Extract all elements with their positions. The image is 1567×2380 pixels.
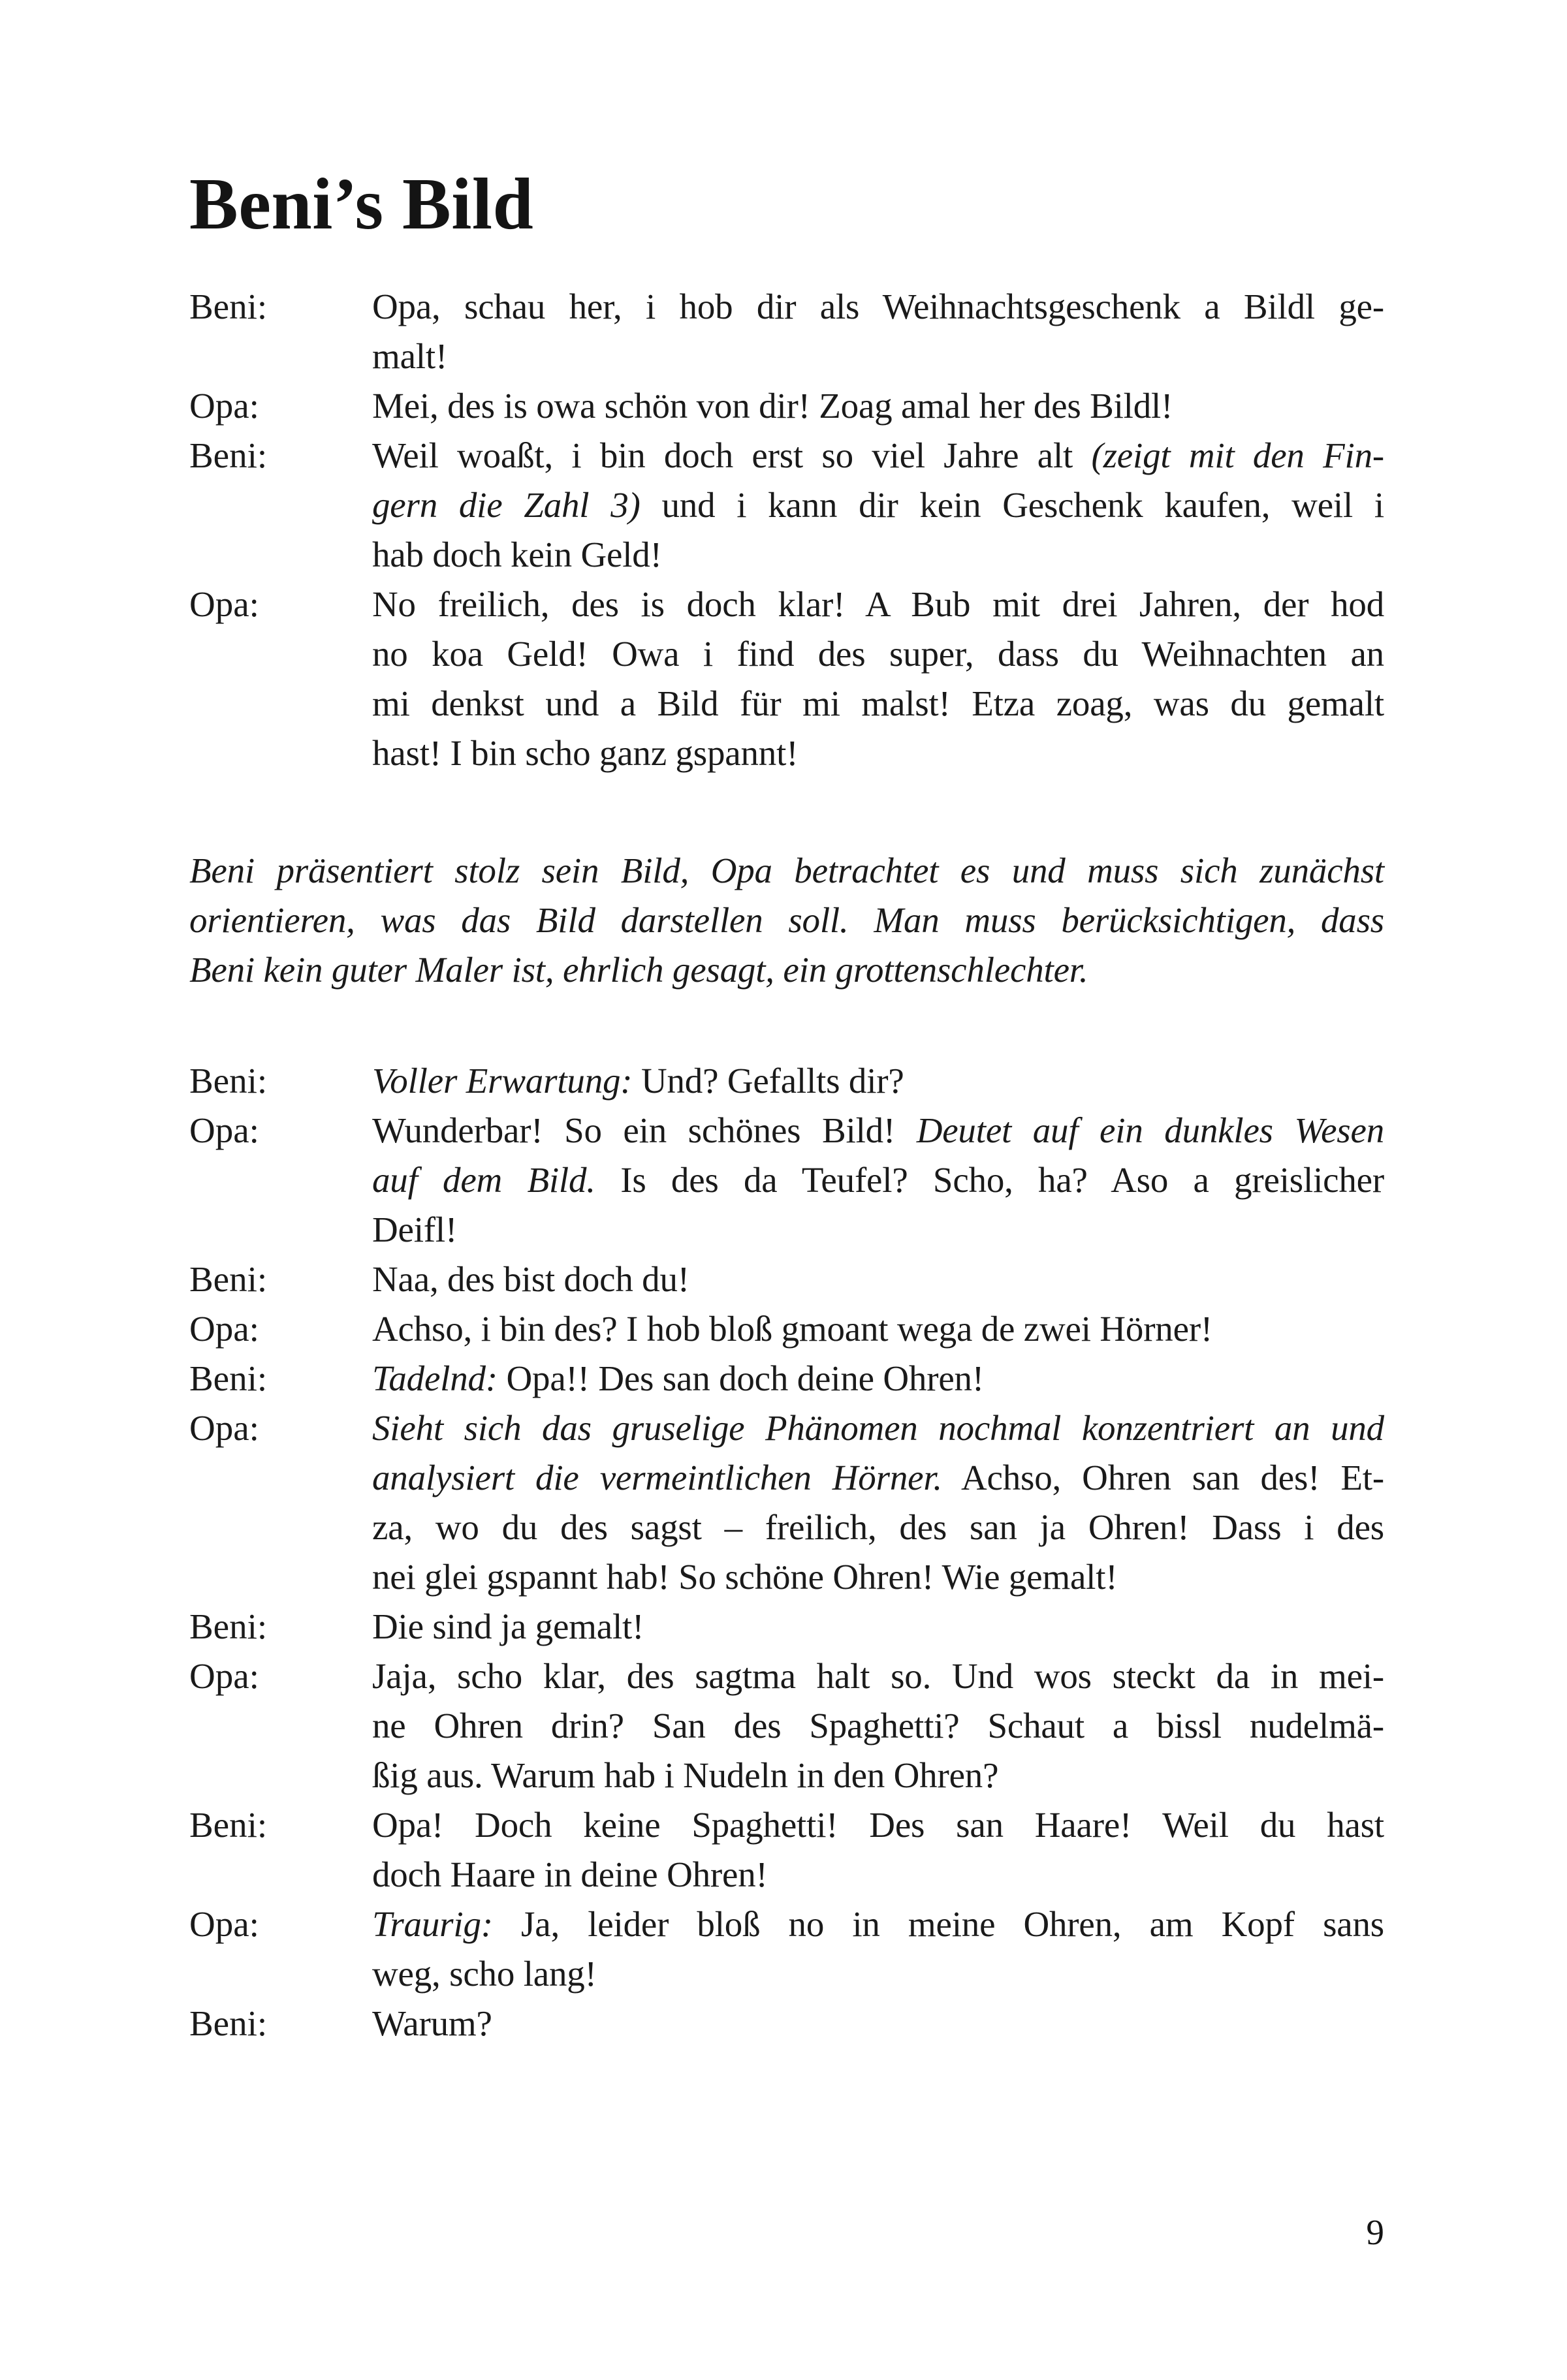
speaker-label: Beni:: [189, 435, 268, 475]
dialogue-entry: [189, 1800, 1384, 1900]
stage-direction-segment: gern die Zahl 3): [372, 485, 641, 525]
text-segment: Deifl!: [372, 1210, 458, 1249]
text-segment: ßig aus. Warum hab i Nudeln in den Ohren?: [372, 1755, 999, 1795]
text-segment: Achso, Ohren san des! Et-: [942, 1458, 1384, 1497]
text-segment: Warum?: [372, 2003, 492, 2043]
dialogue-entry: [189, 1354, 1384, 1403]
text-segment: weg, scho lang!: [372, 1954, 597, 1994]
speaker-label: Opa:: [189, 1110, 259, 1150]
text-segment: Is des da Teufel? Scho, ha? Aso a greislicher: [595, 1160, 1384, 1200]
stage-direction-segment: Beni kein guter Maler ist, ehrlich gesagt, ein grottenschlechter.: [189, 950, 1088, 990]
text-segment: Wunderbar! So ein schönes Bild!: [372, 1110, 917, 1150]
text-segment: mi denkst und a Bild für mi malst! Etza zoag, was du gemalt: [372, 683, 1384, 723]
speaker-label: Beni:: [189, 1805, 268, 1845]
text-segment: za, wo du des sagst – freilich, des san ja Ohren! Dass i des: [372, 1507, 1384, 1547]
text-segment: Ja, leider bloß no in meine Ohren, am Kopf sans: [492, 1904, 1384, 1944]
text-line: [372, 1403, 1384, 1453]
text-line: [372, 1503, 1384, 1552]
text-segment: No freilich, des is doch klar! A Bub mit drei Jahren, der hod: [372, 584, 1384, 624]
speech-text: [372, 1403, 1384, 1602]
text-line: [372, 1354, 1384, 1403]
speech-text: [372, 1800, 1384, 1900]
stage-direction-segment: Deutet auf ein dunkles Wesen: [916, 1110, 1384, 1150]
text-line: [189, 896, 1384, 945]
text-line: [372, 580, 1384, 629]
speech-text: [372, 580, 1384, 778]
text-line: [372, 1304, 1384, 1354]
text-line: [372, 629, 1384, 679]
speaker-label: Opa:: [189, 1408, 259, 1448]
dialogue-block: [189, 282, 1384, 778]
dialogue-entry: [189, 1304, 1384, 1354]
speech-text: [372, 1652, 1384, 1800]
page-number: 9: [1366, 2212, 1384, 2252]
dialogue-entry: [189, 1652, 1384, 1800]
text-segment: doch Haare in deine Ohren!: [372, 1855, 768, 1894]
text-segment: und i kann dir kein Geschenk kaufen, weil i: [640, 485, 1385, 525]
text-line: [372, 728, 1384, 778]
speech-text: [372, 1056, 1384, 1106]
dialogue-block: [189, 1056, 1384, 2048]
speaker-label: Beni:: [189, 2003, 268, 2043]
speaker-label: Opa:: [189, 584, 259, 624]
dialogue-entry: [189, 1106, 1384, 1255]
text-line: [372, 1652, 1384, 1701]
text-line: [189, 846, 1384, 896]
stage-direction-segment: Sieht sich das gruselige Phänomen nochmal konzentriert an und: [372, 1408, 1384, 1448]
speech-text: [372, 1354, 1384, 1403]
text-line: [372, 530, 1384, 580]
text-segment: nei glei gspannt hab! So schöne Ohren! Wie gemalt!: [372, 1557, 1118, 1597]
text-line: [372, 1850, 1384, 1900]
dialogue-entry: [189, 1602, 1384, 1652]
speaker-label: Beni:: [189, 1358, 268, 1398]
text-line: [372, 480, 1384, 530]
text-segment: hast! I bin scho ganz gspannt!: [372, 733, 799, 773]
stage-direction-segment: Voller Erwartung:: [372, 1061, 633, 1101]
speaker-label: Beni:: [189, 1061, 268, 1101]
text-line: [372, 1999, 1384, 2048]
narration-paragraph: [189, 846, 1384, 995]
text-line: [372, 679, 1384, 728]
text-segment: Weil woaßt, i bin doch erst so viel Jahre alt: [372, 435, 1092, 475]
speech-text: [372, 1602, 1384, 1652]
dialogue-entry: [189, 580, 1384, 778]
text-segment: Achso, i bin des? I hob bloß gmoant wega de zwei Hörner!: [372, 1309, 1213, 1349]
speech-text: [372, 1304, 1384, 1354]
text-segment: malt!: [372, 336, 448, 376]
dialogue-entry: [189, 1900, 1384, 1999]
text-line: [372, 1205, 1384, 1255]
speaker-label: Opa:: [189, 386, 259, 426]
text-line: [189, 945, 1384, 995]
stage-direction-segment: orientieren, was das Bild darstellen soll. Man muss berücksichtigen, dass: [189, 900, 1384, 940]
speech-text: [372, 1999, 1384, 2048]
stage-direction-segment: auf dem Bild.: [372, 1160, 595, 1200]
speech-text: [372, 1106, 1384, 1255]
text-segment: Jaja, scho klar, des sagtma halt so. Und wos steckt da in mei-: [372, 1656, 1384, 1696]
text-segment: Mei, des is owa schön von dir! Zoag amal her des Bildl!: [372, 386, 1173, 426]
speaker-label: Opa:: [189, 1656, 259, 1696]
speaker-label: Beni:: [189, 287, 268, 326]
text-line: [372, 431, 1384, 480]
text-segment: no koa Geld! Owa i find des super, dass du Weihnachten an: [372, 634, 1384, 674]
dialogue-entry: [189, 431, 1384, 580]
stage-direction-segment: Tadelnd:: [372, 1358, 498, 1398]
speech-text: [372, 431, 1384, 580]
page-title: Beni’s Bild: [189, 164, 534, 245]
text-line: [372, 1106, 1384, 1155]
text-line: [372, 1552, 1384, 1602]
text-segment: Naa, des bist doch du!: [372, 1259, 689, 1299]
dialogue-entry: [189, 381, 1384, 431]
text-segment: Und? Gefallts dir?: [632, 1061, 904, 1101]
dialogue-entry: [189, 1999, 1384, 2048]
stage-direction-segment: (zeigt mit den Fin-: [1091, 435, 1384, 475]
text-segment: Opa!! Des san doch deine Ohren!: [497, 1358, 984, 1398]
text-line: [372, 1255, 1384, 1304]
text-line: [372, 1155, 1384, 1205]
text-line: [372, 1800, 1384, 1850]
speaker-label: Opa:: [189, 1309, 259, 1349]
text-segment: Die sind ja gemalt!: [372, 1606, 644, 1646]
text-line: [372, 1949, 1384, 1999]
text-segment: hab doch kein Geld!: [372, 535, 662, 574]
text-line: [372, 1900, 1384, 1949]
text-segment: Opa, schau her, i hob dir als Weihnachtsgeschenk a Bildl ge-: [372, 287, 1384, 326]
text-line: [372, 1701, 1384, 1751]
dialogue-entry: [189, 282, 1384, 381]
stage-direction-segment: analysiert die vermeintlichen Hörner.: [372, 1458, 942, 1497]
text-line: [372, 1602, 1384, 1652]
text-line: [372, 1751, 1384, 1800]
text-line: [372, 332, 1384, 381]
stage-direction-segment: Beni präsentiert stolz sein Bild, Opa betrachtet es und muss sich zunächst: [189, 851, 1384, 890]
speech-text: [372, 1255, 1384, 1304]
speech-text: [372, 381, 1384, 431]
dialogue-entry: [189, 1403, 1384, 1602]
text-line: [372, 282, 1384, 332]
dialogue-entry: [189, 1255, 1384, 1304]
text-line: [372, 381, 1384, 431]
speech-text: [372, 1900, 1384, 1999]
speaker-label: Beni:: [189, 1259, 268, 1299]
text-segment: Opa! Doch keine Spaghetti! Des san Haare! Weil du hast: [372, 1805, 1384, 1845]
speaker-label: Beni:: [189, 1606, 268, 1646]
stage-direction-segment: Traurig:: [372, 1904, 493, 1944]
dialogue-entry: [189, 1056, 1384, 1106]
text-segment: ne Ohren drin? San des Spaghetti? Schaut a bissl nudelmä-: [372, 1706, 1384, 1746]
speaker-label: Opa:: [189, 1904, 259, 1944]
text-line: [372, 1453, 1384, 1503]
text-line: [372, 1056, 1384, 1106]
speech-text: [372, 282, 1384, 381]
